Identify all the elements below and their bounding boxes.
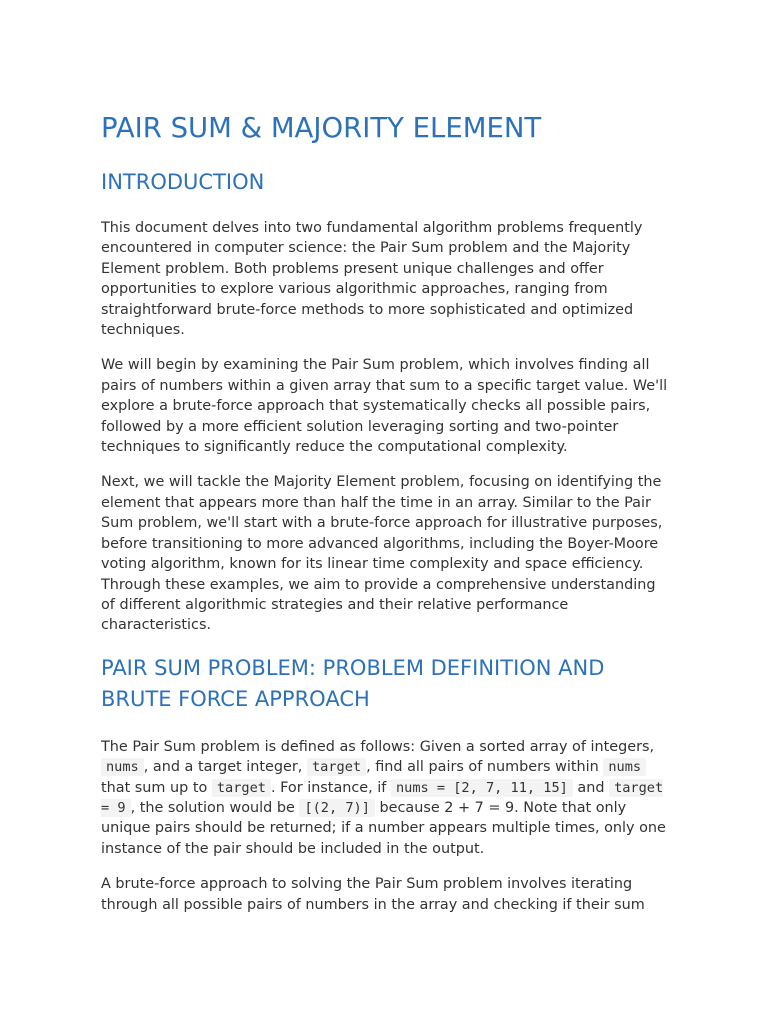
text-run: that sum up to xyxy=(101,779,208,796)
inline-code: target = 9 xyxy=(101,779,664,816)
intro-paragraph-2: We will begin by examining the Pair Sum problem, which involves finding all pairs of numbers within a given array that sum to a specific target value. We'll explore a brute-force approach that systematically checks all possible pairs, followed by a more efficient solution leveraging sorting and two-pointer techniques to significantly reduce the computational complexity. xyxy=(101,357,668,456)
text-run: and xyxy=(577,779,605,796)
inline-code: nums xyxy=(603,758,646,776)
intro-paragraph-3: Next, we will tackle the Majority Element problem, focusing on identifying the element that appears more than half the time in an array. Similar to the Pair Sum problem, we'll start with a brute-force approach for illustrative purposes, before transitioning to more advanced algorithms, including the Boyer-Moore voting algorithm, known for its linear time complexity and space efficiency. Through these examples, we aim to provide a comprehensive understanding of different algorithmic strategies and their relative performance characteristics. xyxy=(101,474,663,634)
brute-force-paragraph: A brute-force approach to solving the Pair Sum problem involves iterating through all possible pairs of numbers in the array and checking if their sum xyxy=(101,876,645,913)
intro-paragraph-1: This document delves into two fundamental algorithm problems frequently encountered in computer science: the Pair Sum problem and the Majority Element problem. Both problems present unique challenges and offer opportunities to explore various algorithmic approaches, ranging from straightforward brute-force methods to more sophisticated and optimized techniques. xyxy=(101,220,643,339)
text-run: The Pair Sum problem is defined as follows: Given a sorted array of integers, xyxy=(101,738,655,755)
document-title: PAIR SUM & MAJORITY ELEMENT xyxy=(101,112,542,144)
text-run: . For instance, if xyxy=(270,779,387,796)
text-run: , the solution would be xyxy=(130,799,295,816)
text-run: because 2 + 7 = 9. Note that only unique pairs should be returned; if a number appears multiple times, only one instance of the pair should be included in the output. xyxy=(101,799,666,857)
section-heading-introduction: INTRODUCTION xyxy=(101,170,265,194)
text-run: , and a target integer, xyxy=(143,759,303,776)
text-run: , find all pairs of numbers within xyxy=(366,759,599,776)
inline-code: nums = [2, 7, 11, 15] xyxy=(391,779,573,797)
inline-code: target xyxy=(212,779,271,797)
inline-code: [(2, 7)] xyxy=(299,799,374,817)
inline-code: nums xyxy=(101,758,144,776)
pair-sum-definition-paragraph xyxy=(101,737,671,859)
section-heading-pair-sum: PAIR SUM PROBLEM: PROBLEM DEFINITION AND BRUTE FORCE APPROACH xyxy=(101,655,605,711)
document-page xyxy=(101,111,671,915)
inline-code: target xyxy=(307,758,366,776)
